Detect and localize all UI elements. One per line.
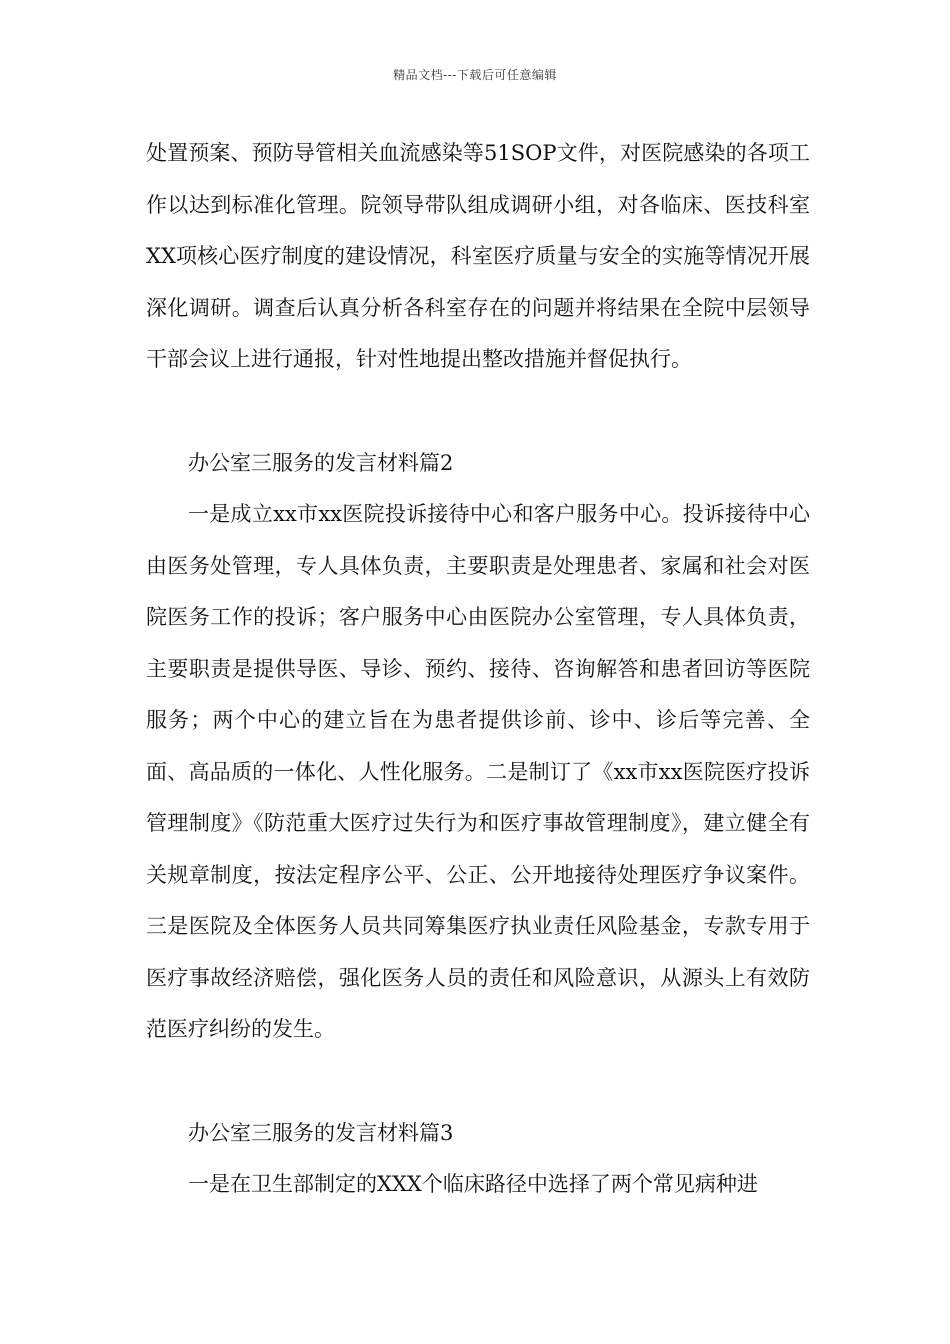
paragraph-section-2: 一是成立xx市xx医院投诉接待中心和客户服务中心。投诉接待中心由医务处管理，专人具体负责，主要职责是处理患者、家属和社会对医院医务工作的投诉；客户服务中心由医院办公室管理，专人具体负责，主要职责是提供导医、导诊、预约、接待、咨询解答和患者回访等医院服务；两个中心的建立旨在为患者提供诊前、诊中、诊后等完善、全面、高品质的一体化、人性化服务。二是制订了《xx市xx医院医疗投诉管理制度》《防范重大医疗过失行为和医疗事故管理制度》，建立健全有关规章制度，按法定程序公平、公正、公开地接待处理医疗争议案件。三是医院及全体医务人员共同筹集医疗执业责任风险基金，专款专用于医疗事故经济赔偿，强化医务人员的责任和风险意识，从源头上有效防范医疗纠纷的发生。 <box>146 502 810 1041</box>
paragraph-section-3: 一是在卫生部制定的XXX个临床路径中选择了两个常见病种进 <box>188 1172 758 1196</box>
page-header: 精品文档---下载后可任意编辑 <box>393 68 557 82</box>
document-body <box>146 128 810 1211</box>
section-title-3: 办公室三服务的发言材料篇3 <box>188 1120 454 1145</box>
section-title-2: 办公室三服务的发言材料篇2 <box>188 450 454 475</box>
paragraph-continued: 处置预案、预防导管相关血流感染等51SOP文件，对医院感染的各项工作以达到标准化管理。院领导带队组成调研小组，对各临床、医技科室XX项核心医疗制度的建设情况，科室医疗质量与安全的实施等情况开展深化调研。调查后认真分析各科室存在的问题并将结果在全院中层领导干部会议上进行通报，针对性地提出整改措施并督促执行。 <box>146 141 810 371</box>
